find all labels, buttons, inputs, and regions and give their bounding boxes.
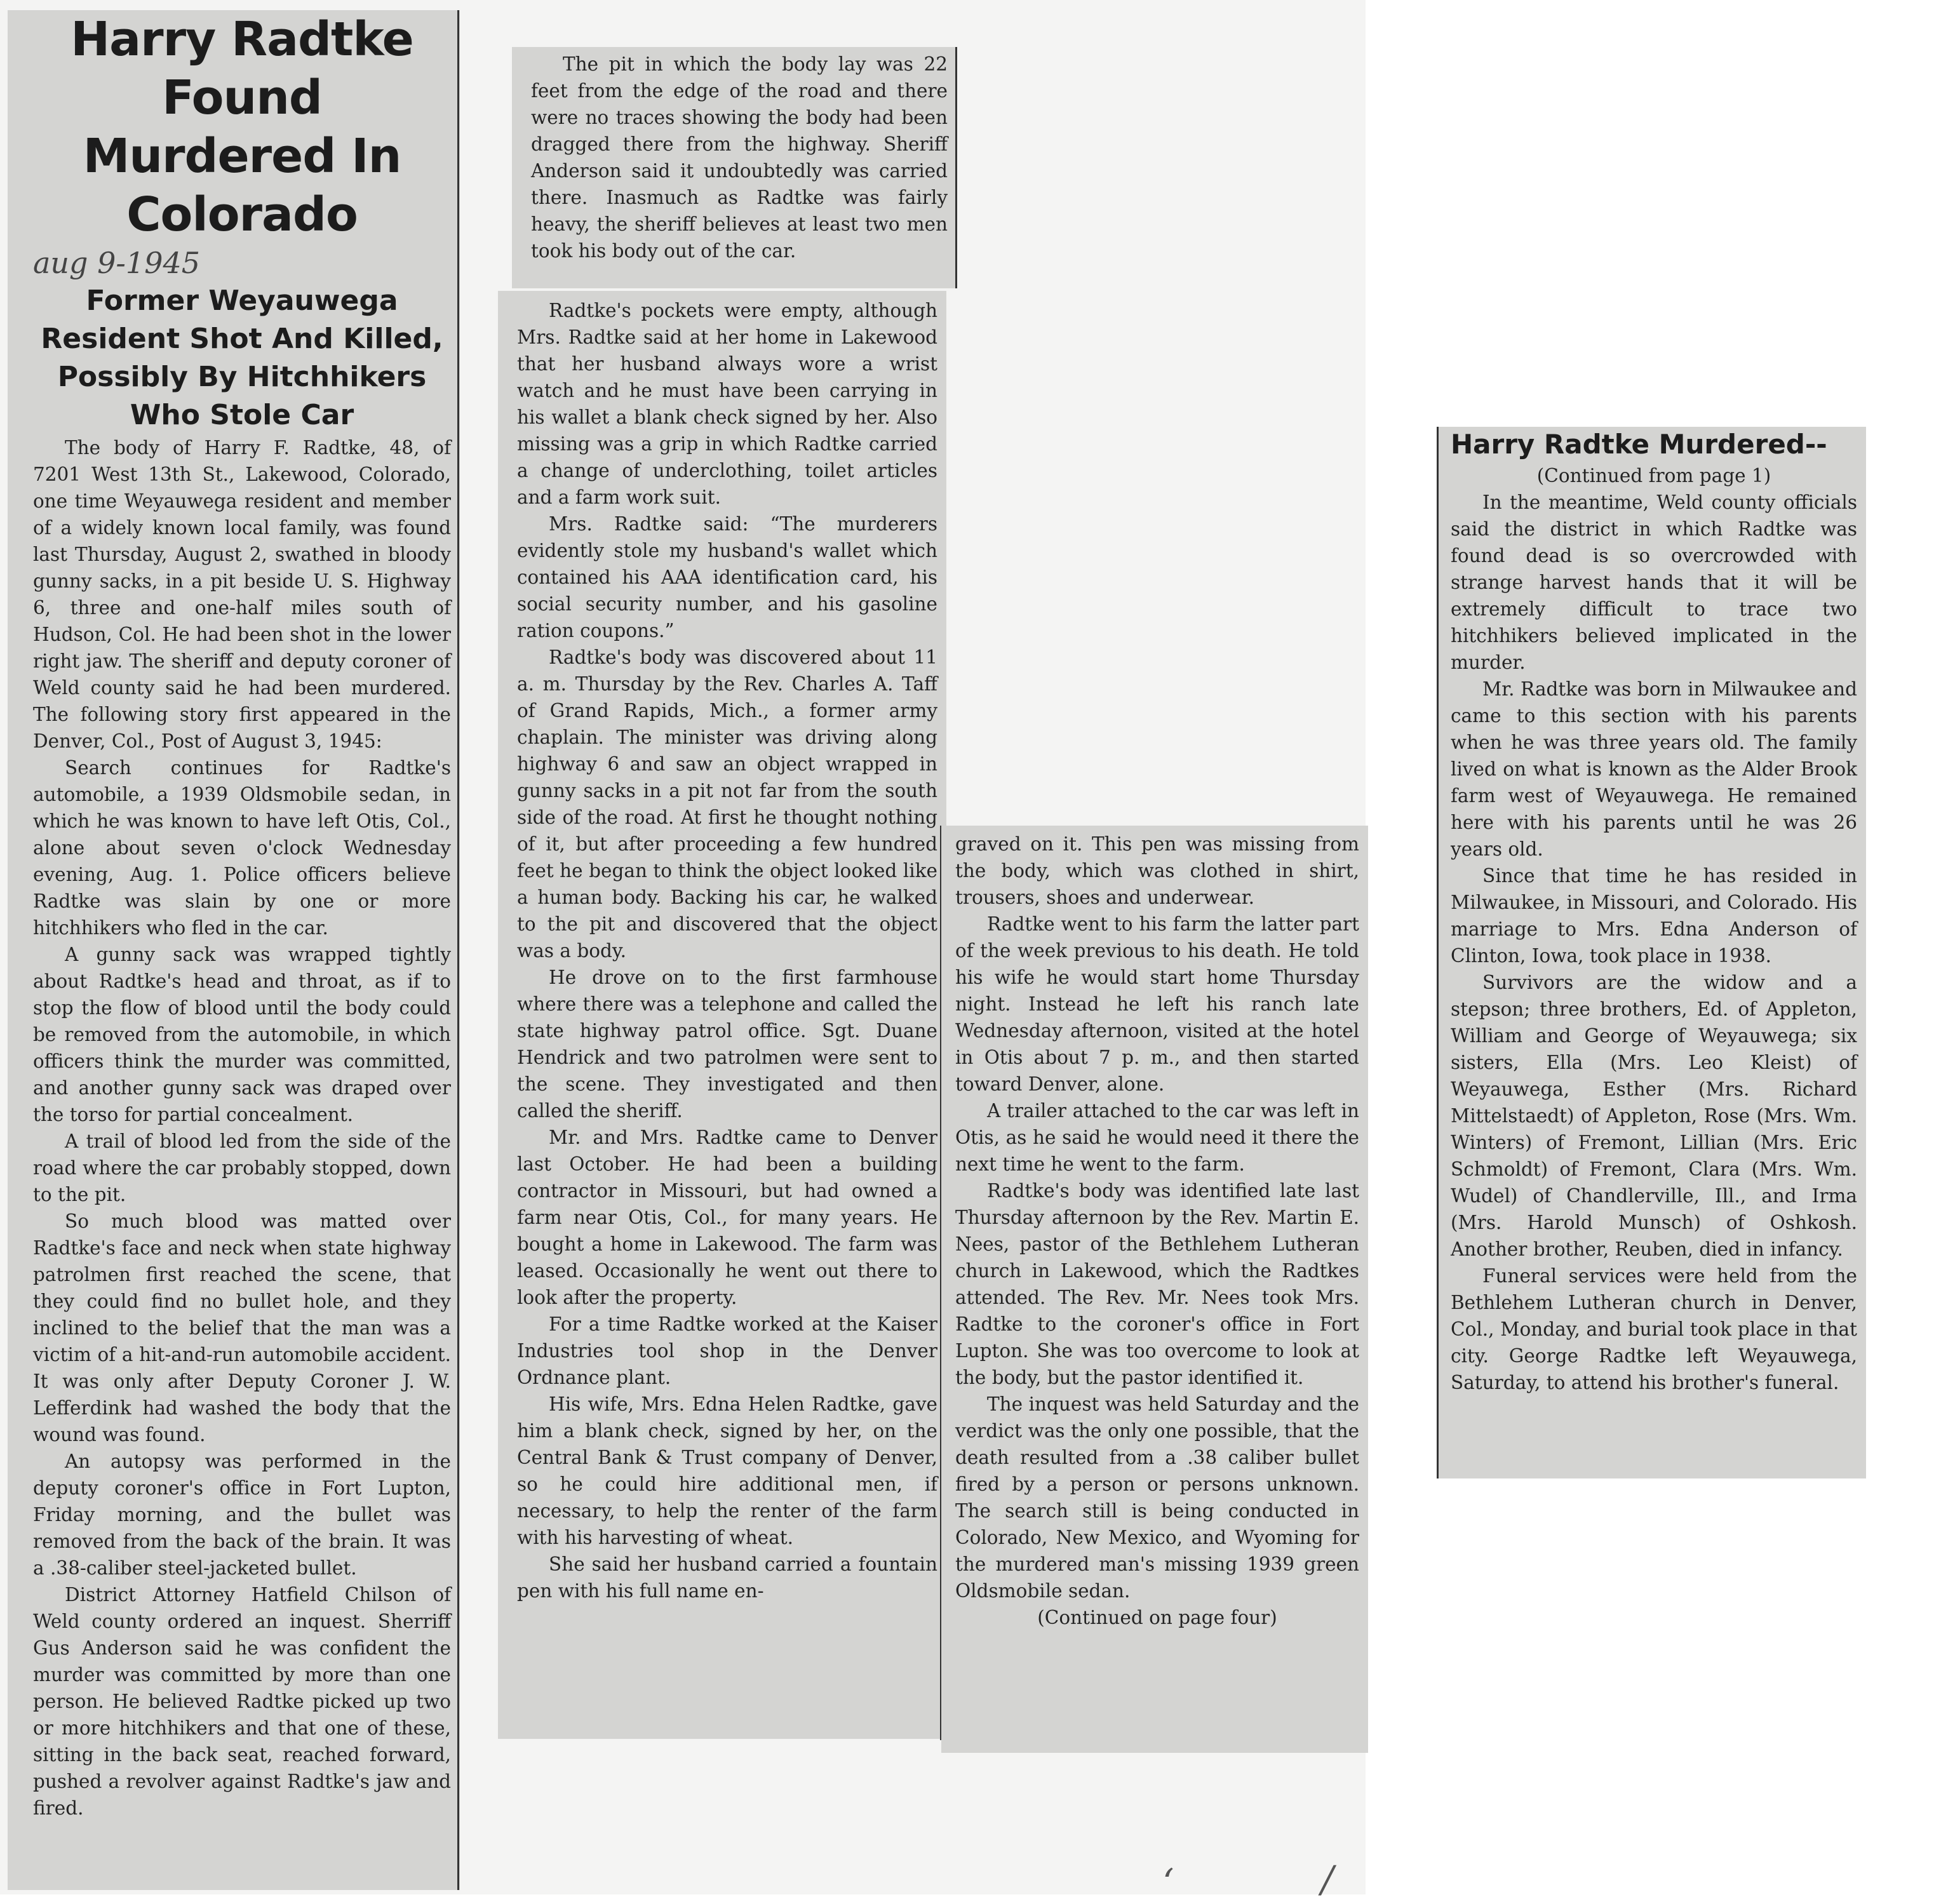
paragraph: Radtke's pockets were empty, although Mrs. Radtke said at her home in Lakewood that her husband always wore a wrist watch and he must have been carrying in his wallet a blank check signed by her. Also missing was a grip in which Radtke carried a change of underclothing, toilet articles and a farm work suit. (517, 300, 937, 508)
paragraph: Radtke's body was discovered about 11 a. m. Thursday by the Rev. Charles A. Taff of Grand Rapids, Mich., a former army chaplain. The minister was driving along highway 6 and saw an object wrapped in gunny sacks in a pit not far from the south side of the road. At first he thought nothing of it, but after proceeding a few hundred feet he began to think the object looked like a human body. Backing his car, he walked to the pit and discovered that the object was a body. (517, 647, 937, 962)
paragraph: She said her husband carried a fountain pen with his full name en- (517, 1553, 937, 1602)
article-column-1 (8, 10, 460, 1890)
article-subhead: Former Weyauwega Resident Shot And Killed, Possibly By Hitchhikers Who Stole Car (41, 285, 443, 431)
paragraph: Mr. and Mrs. Radtke came to Denver last October. He had been a building contractor in Missouri, but had owned a farm near Otis, Col., for many years. He bought a home in Lakewood. The farm was leased. Occasionally he went out there to look after the property. (517, 1127, 937, 1308)
column-rule (955, 47, 957, 288)
paragraph: A trailer attached to the car was left in Otis, as he said he would need it there the next time he went to the farm. (955, 1100, 1359, 1175)
continuation-clipping (1437, 427, 1866, 1478)
paragraph: A trail of blood led from the side of the road where the car probably stopped, down to the pit. (33, 1130, 451, 1205)
article-headline: Harry Radtke Found Murdered In Colorado (71, 12, 413, 242)
paragraph: So much blood was matted over Radtke's face and neck when state highway patrolmen first reached the scene, that they could find no bullet hole, and they inclined to the belief that the man was a victim of a hit-and-run automobile accident. It was only after Deputy Coroner J. W. Lefferdink had washed the body that the wound was found. (33, 1210, 451, 1445)
continuation-headline: Harry Radtke Murdered-- (1451, 429, 1827, 460)
paragraph: His wife, Mrs. Edna Helen Radtke, gave him a blank check, signed by her, on the Central Bank & Trust company of Denver, so he could hire additional men, if necessary, to help the renter of the farm with his harvesting of wheat. (517, 1393, 937, 1548)
continued-from-note: (Continued from page 1) (1536, 465, 1771, 486)
paragraph: For a time Radtke worked at the Kaiser Industries tool shop in the Denver Ordnance plant. (517, 1313, 937, 1388)
article-column-3 (941, 826, 1368, 1753)
paragraph: Radtke's body was identified late last Thursday afternoon by the Rev. Martin E. Nees, pastor of the Bethlehem Lutheran church in Lakewood, which the Radtkes attended. The Rev. Mr. Nees took Mrs. Radtke to the coroner's office in Fort Lupton. She was too overcome to look at the body, but the pastor identified it. (955, 1180, 1359, 1388)
paragraph: The inquest was held Saturday and the verdict was the only one possible, that the death resulted from a .38 caliber bullet fired by a person or persons unknown. The search still is being conducted in Colorado, New Mexico, and Wyoming for the murdered man's missing 1939 green Oldsmobile sedan. (955, 1393, 1359, 1602)
paragraph: Since that time he has resided in Milwaukee, in Missouri, and Colorado. His marriage to Mrs. Edna Anderson of Clinton, Iowa, took place in 1938. (1451, 865, 1857, 967)
continued-note: (Continued on page four) (1037, 1607, 1277, 1628)
paragraph: A gunny sack was wrapped tightly about Radtke's head and throat, as if to stop the flow of blood until the body could be removed from the automobile, in which officers think the murder was committed, and another gunny sack was draped over the torso for partial concealment. (33, 944, 451, 1125)
paragraph: Funeral services were held from the Bethlehem Lutheran church in Denver, Col., Monday, and burial took place in that city. George Radtke left Weyauwega, Saturday, to attend his brother's funeral. (1451, 1265, 1857, 1393)
paragraph: Mr. Radtke was born in Milwaukee and came to this section with his parents when he was three years old. The family lived on what is known as the Alder Brook farm west of Weyauwega. He remained here with his parents until he was 26 years old. (1451, 678, 1857, 860)
paragraph: An autopsy was performed in the deputy coroner's office in Fort Lupton, Friday morning, and the bullet was removed from the back of the brain. It was a .38-caliber steel-jacketed bullet. (33, 1451, 451, 1579)
paragraph: graved on it. This pen was missing from the body, which was clothed in shirt, trousers, shoes and underwear. (955, 833, 1359, 908)
paragraph: Mrs. Radtke said: “The murderers evidently stole my husband's wallet which contained his AAA identification card, his social security number, and his gasoline ration coupons.” (517, 513, 937, 641)
column-rule (457, 10, 459, 1890)
pencil-mark-icon: ʻ (1162, 1861, 1174, 1904)
column-rule (1437, 427, 1439, 1478)
paragraph: In the meantime, Weld county officials said the district in which Radtke was found dead is so overcrowded with strange harvest hands that it will be extremely difficult to trace two hitchhikers believed implicated in the murder. (1451, 492, 1857, 673)
article-column-2 (498, 291, 946, 1739)
paragraph: The pit in which the body lay was 22 feet from the edge of the road and there were no traces showing the body had been dragged there from the highway. Sheriff Anderson said it undoubtedly was carried there. Inasmuch as Radtke was fairly heavy, the sheriff believes at least two men took his body out of the car. (531, 53, 948, 262)
paragraph: Radtke went to his farm the latter part of the week previous to his death. He told his wife he would start home Thursday night. Instead he left his ranch late Wednesday afternoon, visited at the hotel in Otis about 7 p. m., and then started toward Denver, alone. (955, 913, 1359, 1095)
paragraph: The body of Harry F. Radtke, 48, of 7201 West 13th St., Lakewood, Colorado, one time Weyauwega resident and member of a widely known local family, was found last Thursday, August 2, swathed in bloody gunny sacks, in a pit beside U. S. Highway 6, three and one-half miles south of Hudson, Col. He had been shot in the lower right jaw. The sheriff and deputy coroner of Weld county said he had been murdered. The following story first appeared in the Denver, Col., Post of August 3, 1945: (33, 437, 451, 752)
paragraph: District Attorney Hatfield Chilson of Weld county ordered an inquest. Sherriff Gus Anderson said he was confident the murder was committed by more than one person. He believed Radtke picked up two or more hitchhikers and that one of these, sitting in the back seat, reached forward, pushed a revolver against Radtke's jaw and fired. (33, 1584, 451, 1819)
paragraph: He drove on to the first farmhouse where there was a telephone and called the state highway patrol office. Sgt. Duane Hendrick and two patrolmen were sent to the scene. They investigated and then called the sheriff. (517, 967, 937, 1122)
paragraph: Search continues for Radtke's automobile, a 1939 Oldsmobile sedan, in which he was known to have left Otis, Col., alone about seven o'clock Wednesday evening, Aug. 1. Police officers believe Radtke was slain by one or more hitchhikers who fled in the car. (33, 757, 451, 939)
handwritten-date: aug 9-1945 (33, 246, 200, 280)
paragraph: Survivors are the widow and a stepson; three brothers, Ed. of Appleton, William and George of Weyauwega; six sisters, Ella (Mrs. Leo Kleist) of Weyauwega, Esther (Mrs. Richard Mittelstaedt) of Appleton, Rose (Mrs. Wm. Winters) of Fremont, Lillian (Mrs. Eric Schmoldt) of Fremont, Clara (Mrs. Wm. Wudel) of Chandlerville, Ill., and Irma (Mrs. Harold Munsch) of Oshkosh. Another brother, Reuben, died in infancy. (1451, 972, 1857, 1260)
pencil-mark-icon: / (1321, 1858, 1334, 1901)
article-column-2-top (512, 47, 957, 288)
